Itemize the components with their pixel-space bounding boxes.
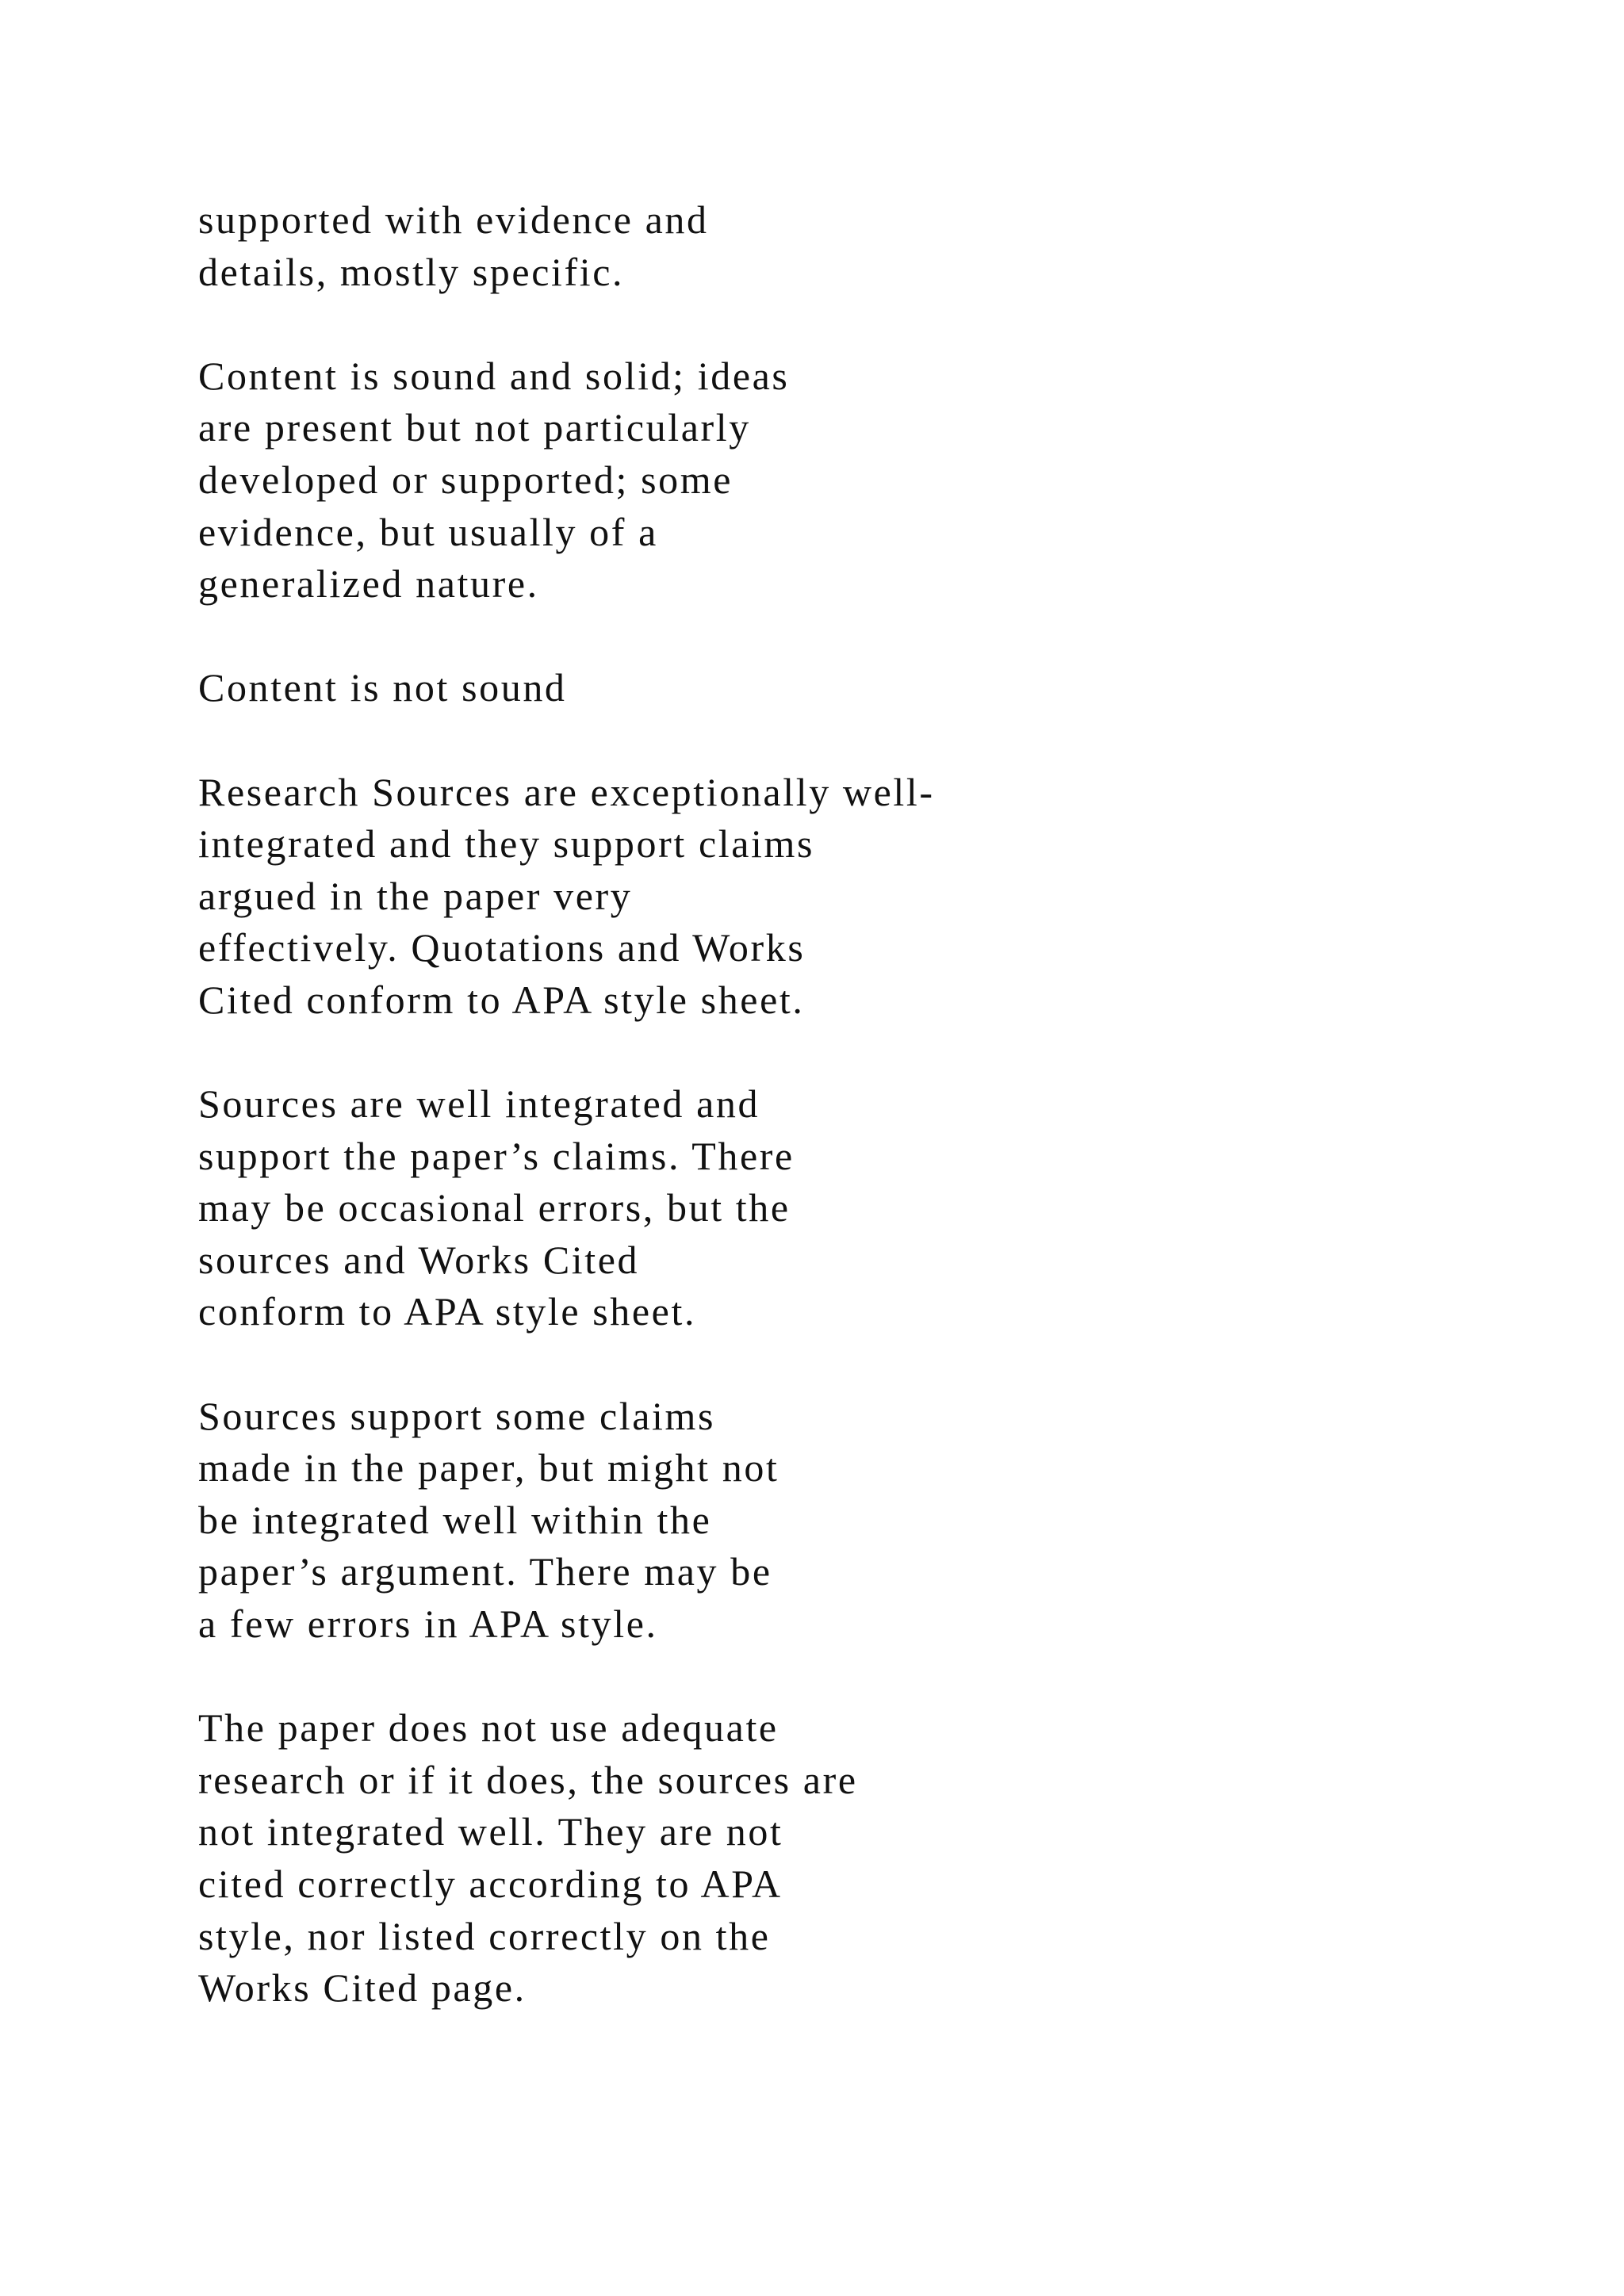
text-line: developed or supported; some — [198, 457, 733, 502]
text-line: Sources are well integrated and — [198, 1081, 760, 1127]
text-line: cited correctly according to APA — [198, 1862, 783, 1906]
text-line: research or if it does, the sources are — [198, 1757, 858, 1802]
document-body — [198, 194, 1546, 2015]
text-line: Sources support some claims — [198, 1393, 716, 1438]
text-line: paper’s argument. There may be — [198, 1549, 772, 1594]
text-line: Content is not sound — [198, 665, 567, 710]
text-line: argued in the paper very — [198, 873, 633, 918]
text-line: generalized nature. — [198, 561, 539, 607]
paragraph-research-sources — [198, 767, 1546, 1027]
text-line: evidence, but usually of a — [198, 509, 658, 554]
text-line: Cited conform to APA style sheet. — [198, 977, 805, 1022]
text-line: integrated and they support claims — [198, 821, 815, 867]
paragraph-content-sound — [198, 350, 1546, 610]
paragraph-content-not-sound — [198, 662, 1546, 714]
paragraph-spacer — [198, 714, 1546, 767]
text-line: effectively. Quotations and Works — [198, 925, 806, 970]
paragraph-inadequate-research — [198, 1702, 1546, 2015]
paragraph-spacer — [198, 1027, 1546, 1079]
text-line: may be occasional errors, but the — [198, 1185, 791, 1230]
text-line: support the paper’s claims. There — [198, 1133, 795, 1178]
text-line: made in the paper, but might not — [198, 1445, 779, 1490]
text-line: are present but not particularly — [198, 405, 751, 450]
text-line: Works Cited page. — [198, 1965, 527, 2011]
paragraph-spacer — [198, 298, 1546, 350]
text-line: not integrated well. They are not — [198, 1809, 783, 1854]
text-line: The paper does not use adequate — [198, 1705, 779, 1751]
text-line: style, nor listed correctly on the — [198, 1913, 771, 1958]
paragraph-evidence-continued — [198, 194, 1546, 298]
text-line: Research Sources are exceptionally well- — [198, 769, 935, 814]
paragraph-spacer — [198, 610, 1546, 663]
paragraph-spacer — [198, 1651, 1546, 1703]
text-line: supported with evidence and — [198, 197, 709, 242]
text-line: sources and Works Cited — [198, 1237, 640, 1282]
paragraph-spacer — [198, 1338, 1546, 1391]
paragraph-sources-some-claims — [198, 1391, 1546, 1651]
text-line: be integrated well within the — [198, 1497, 712, 1542]
text-line: conform to APA style sheet. — [198, 1289, 697, 1334]
text-line: a few errors in APA style. — [198, 1601, 658, 1647]
text-line: details, mostly specific. — [198, 249, 625, 294]
text-line: Content is sound and solid; ideas — [198, 353, 790, 398]
paragraph-sources-well-integrated — [198, 1078, 1546, 1338]
